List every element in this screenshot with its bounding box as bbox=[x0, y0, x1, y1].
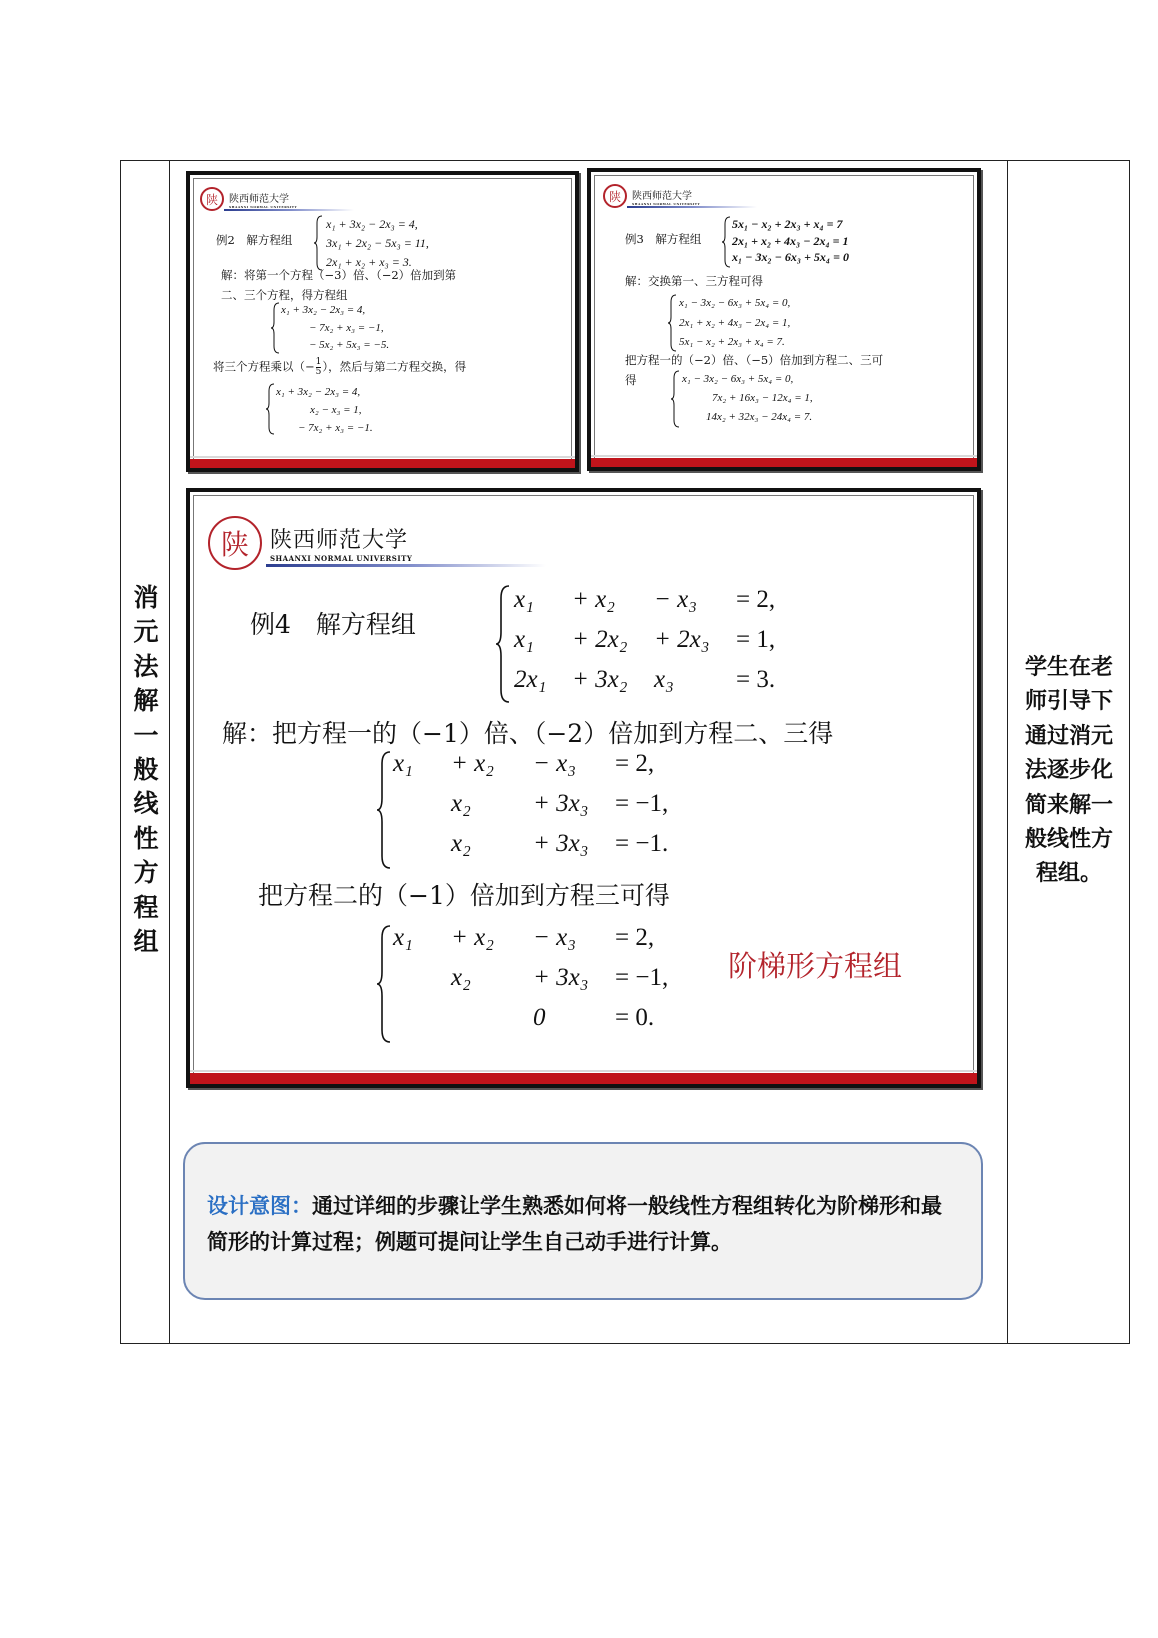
slide-example-4 bbox=[186, 488, 981, 1088]
equation-line: 2x₁ + x₂ + 4x₃ − 2x₄ = 1 bbox=[732, 233, 849, 248]
equation-term: − x₃ bbox=[533, 750, 576, 777]
brace-icon bbox=[314, 215, 324, 271]
university-name: 陕西师范大学 bbox=[632, 190, 692, 202]
equation-term: = 1, bbox=[736, 626, 776, 653]
slide-footer-bar bbox=[190, 459, 575, 468]
topic-char: 线 bbox=[133, 789, 159, 819]
university-logo bbox=[200, 187, 297, 211]
equation-system bbox=[281, 302, 389, 355]
university-english-name: SHAANXI NORMAL UNIVERSITY bbox=[229, 204, 298, 209]
university-name: 陕西师范大学 bbox=[229, 193, 289, 205]
equation-line: x₁ + 3x₂ − 2x₃ = 4, bbox=[281, 304, 366, 316]
equation-term: + 3x₂ bbox=[572, 666, 628, 693]
equation-system bbox=[682, 370, 813, 427]
solution-step: 解：交换第一、三方程可得 bbox=[625, 274, 763, 288]
equation-term: = 2, bbox=[615, 750, 655, 777]
university-logo bbox=[208, 516, 412, 570]
equation-term: + 2x₂ bbox=[572, 626, 628, 653]
equation-term bbox=[451, 998, 533, 1038]
design-intent-label: 设计意图： bbox=[207, 1194, 312, 1218]
equation-term: x₁ bbox=[514, 586, 534, 613]
equation-term: = 0. bbox=[615, 1004, 655, 1031]
design-intent-box bbox=[183, 1142, 983, 1300]
equation-term: x₂ bbox=[451, 964, 471, 991]
equation-line bbox=[393, 824, 695, 864]
equation-system bbox=[326, 215, 429, 272]
equation-line: − 7x₂ + x₃ = −1. bbox=[298, 422, 373, 434]
topic-char: 一 bbox=[133, 720, 159, 750]
brace-icon bbox=[376, 750, 392, 870]
note-line: 程组。 bbox=[1035, 861, 1102, 887]
example-label: 例3 解方程组 bbox=[625, 232, 702, 246]
topic-char: 性 bbox=[133, 823, 159, 853]
equation-line: x₁ + 3x₂ − 2x₃ = 4, bbox=[326, 217, 418, 231]
equation-term: + 2x₃ bbox=[654, 626, 710, 653]
solution-step: 得 bbox=[625, 373, 637, 387]
equation-line: 2x₁ + x₂ + x₃ = 3. bbox=[326, 255, 412, 269]
note-line: 般线性方 bbox=[1024, 827, 1113, 853]
topic-char: 解 bbox=[133, 686, 159, 716]
topic-char: 组 bbox=[133, 927, 159, 957]
topic-char: 消 bbox=[133, 583, 159, 612]
solution-step: 解：将第一个方程（−3）倍、（−2）倍加到第 bbox=[221, 268, 457, 282]
note-line: 学生在老 bbox=[1024, 655, 1113, 680]
note-line: 法逐步化 bbox=[1024, 758, 1113, 784]
topic-char: 元 bbox=[133, 617, 159, 647]
university-logo bbox=[603, 184, 700, 208]
equation-term bbox=[393, 784, 451, 824]
brace-icon bbox=[671, 370, 681, 428]
brace-icon bbox=[271, 302, 281, 354]
solution-step: 解：把方程一的（−1）倍、（−2）倍加到方程二、三得 bbox=[222, 719, 834, 748]
equation-system bbox=[732, 216, 849, 266]
equation-term: = −1, bbox=[615, 964, 669, 991]
topic-char: 方 bbox=[133, 858, 159, 888]
university-english-name: SHAANXI NORMAL UNIVERSITY bbox=[270, 554, 413, 563]
note-line: 通过消元 bbox=[1024, 723, 1113, 749]
equation-term: x₁ bbox=[514, 626, 534, 653]
equation-term: x₁ bbox=[393, 924, 413, 951]
equation-term: 2x₁ bbox=[514, 666, 547, 693]
topic-char: 程 bbox=[133, 892, 159, 922]
seal-icon: 陕 bbox=[200, 187, 224, 211]
example-label: 例2 解方程组 bbox=[216, 233, 293, 247]
equation-line: 3x₁ + 2x₂ − 5x₃ = 11, bbox=[326, 236, 429, 250]
equation-term: x₁ bbox=[393, 750, 413, 777]
brace-icon bbox=[722, 216, 732, 268]
equation-line: − 5x₂ + 5x₃ = −5. bbox=[309, 339, 390, 351]
equation-term: = −1. bbox=[615, 830, 669, 857]
equation-term: + x₂ bbox=[451, 750, 494, 777]
equation-line: x₁ + 3x₂ − 2x₃ = 4, bbox=[276, 386, 361, 398]
equation-line bbox=[393, 958, 695, 998]
university-name: 陕西师范大学 bbox=[270, 528, 409, 553]
equation-term: + 3x₃ bbox=[533, 830, 589, 857]
equation-term: − x₃ bbox=[533, 924, 576, 951]
fraction bbox=[316, 358, 322, 377]
student-activity-column bbox=[1007, 161, 1131, 1343]
equation-line: 5x₁ − x₂ + 2x₃ + x₄ = 7. bbox=[679, 336, 785, 348]
solution-step bbox=[213, 358, 466, 377]
topic-char: 般 bbox=[133, 755, 159, 785]
equation-term bbox=[393, 998, 451, 1038]
slide-footer-bar bbox=[190, 1073, 977, 1084]
equation-line: 2x₁ + x₂ + 4x₃ − 2x₄ = 1, bbox=[679, 316, 791, 329]
equation-term: = −1, bbox=[615, 790, 669, 817]
equation-system bbox=[393, 744, 695, 864]
equation-line: 14x₂ + 32x₃ − 24x₄ = 7. bbox=[706, 411, 813, 423]
equation-term: = 2, bbox=[615, 924, 655, 951]
equation-line bbox=[393, 918, 695, 958]
equation-line bbox=[393, 998, 695, 1038]
note-line: 师引导下 bbox=[1024, 689, 1113, 715]
equation-line bbox=[393, 784, 695, 824]
equation-line bbox=[514, 580, 816, 620]
seal-icon: 陕 bbox=[208, 516, 262, 570]
equation-term: x₃ bbox=[654, 666, 674, 693]
equation-line bbox=[514, 620, 816, 660]
fraction-denominator: 5 bbox=[315, 367, 322, 377]
topic-title bbox=[121, 581, 171, 959]
equation-term: + x₂ bbox=[451, 924, 494, 951]
equation-line bbox=[393, 744, 695, 784]
equation-line: 5x₁ − x₂ + 2x₃ + x₄ = 7 bbox=[732, 217, 843, 231]
topic-char: 法 bbox=[133, 651, 159, 681]
solution-step: 把方程一的（−2）倍、（−5）倍加到方程二、三可 bbox=[625, 353, 884, 367]
solution-step: 把方程二的（−1）倍加到方程三可得 bbox=[258, 881, 670, 910]
equation-line: 7x₂ + 16x₃ − 12x₄ = 1, bbox=[712, 392, 813, 404]
equation-line: x₁ − 3x₂ − 6x₃ + 5x₄ = 0, bbox=[682, 373, 794, 385]
topic-column bbox=[121, 161, 171, 1343]
slide-example-2 bbox=[186, 171, 579, 472]
brace-icon bbox=[495, 584, 511, 704]
example-label: 例4 解方程组 bbox=[250, 610, 416, 639]
equation-term: = 3. bbox=[736, 666, 776, 693]
equation-term bbox=[393, 958, 451, 998]
slide-footer-bar bbox=[591, 458, 977, 467]
equation-term: + 3x₃ bbox=[533, 790, 589, 817]
equation-term: + 3x₃ bbox=[533, 964, 589, 991]
university-english-name: SHAANXI NORMAL UNIVERSITY bbox=[632, 201, 701, 206]
step-text: 将三个方程乘以（− bbox=[213, 359, 315, 374]
logo-rule bbox=[224, 209, 354, 211]
equation-term bbox=[393, 824, 451, 864]
equation-system bbox=[514, 580, 816, 700]
brace-icon bbox=[668, 294, 678, 352]
step-text: ），然后与第二方程交换，得 bbox=[322, 359, 467, 374]
equation-line: x₁ − 3x₂ − 6x₃ + 5x₄ = 0 bbox=[732, 250, 849, 264]
equation-line bbox=[514, 660, 816, 700]
equation-term: − x₃ bbox=[654, 586, 697, 613]
equation-term: = 2, bbox=[736, 586, 776, 613]
student-activity-note bbox=[1017, 651, 1121, 892]
equation-term: x₂ bbox=[451, 830, 471, 857]
slide-example-3 bbox=[587, 168, 981, 471]
equation-line: x₂ − x₃ = 1, bbox=[310, 404, 362, 416]
brace-icon bbox=[266, 383, 276, 435]
logo-rule bbox=[266, 564, 546, 567]
seal-icon: 陕 bbox=[603, 184, 627, 208]
solution-step: 二、三个方程，得方程组 bbox=[221, 288, 348, 302]
equation-system bbox=[679, 294, 790, 353]
logo-rule bbox=[627, 206, 757, 208]
equation-line: x₁ − 3x₂ − 6x₃ + 5x₄ = 0, bbox=[679, 297, 791, 309]
brace-icon bbox=[376, 924, 392, 1044]
fraction-numerator: 1 bbox=[315, 357, 322, 367]
design-intent-text bbox=[207, 1188, 959, 1260]
equation-term: x₂ bbox=[451, 790, 471, 817]
equation-term: 0 bbox=[533, 1004, 546, 1031]
note-line: 简来解一 bbox=[1024, 792, 1113, 818]
equation-system bbox=[393, 918, 695, 1038]
design-intent-body: 通过详细的步骤让学生熟悉如何将一般线性方程组转化为阶梯形和最简形的计算过程；例题可提问让学生自己动手进行计算。 bbox=[207, 1194, 942, 1254]
equation-system bbox=[276, 383, 373, 437]
equation-line: − 7x₂ + x₃ = −1, bbox=[309, 321, 384, 334]
equation-term: + x₂ bbox=[572, 586, 615, 613]
staircase-system-tag: 阶梯形方程组 bbox=[728, 949, 903, 983]
